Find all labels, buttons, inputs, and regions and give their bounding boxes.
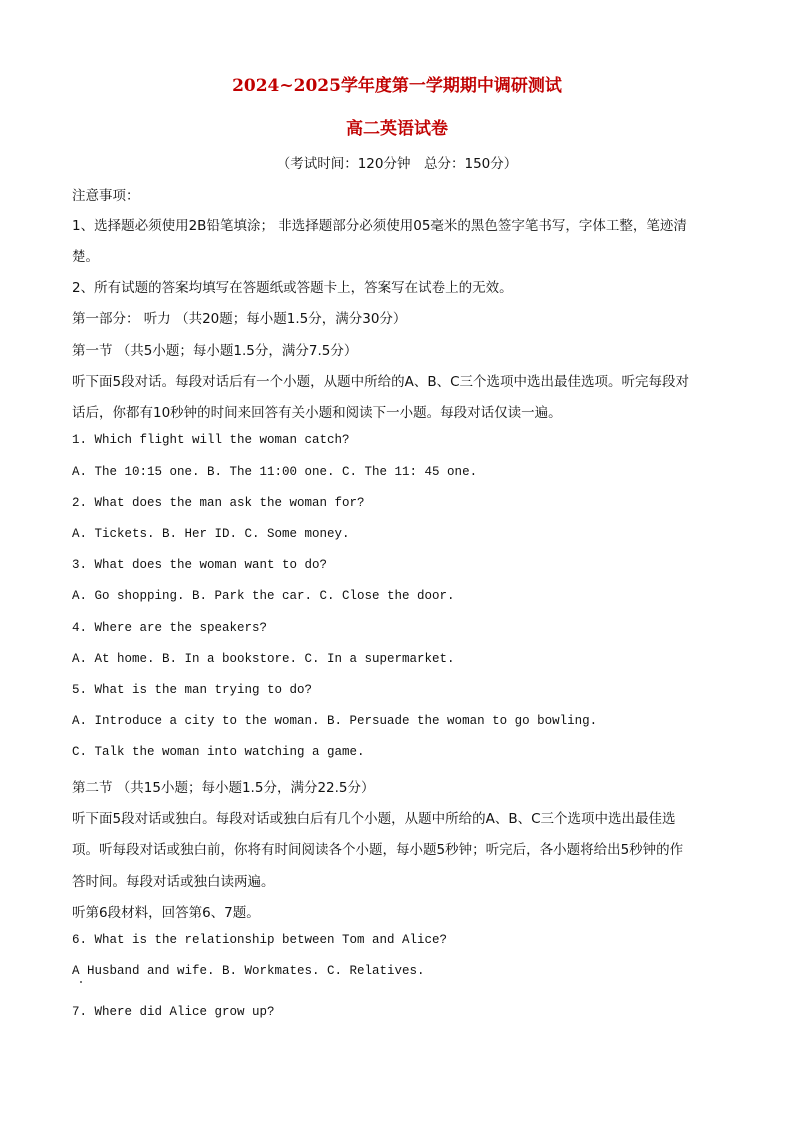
section2-instruction: 听下面5段对话或独白。每段对话或独白后有几个小题，从题中所给的A、B、C三个选项中选出最佳选 — [72, 811, 676, 827]
question-2: 2. What does the man ask the woman for? — [72, 496, 365, 510]
section1-instruction-cont: 话后，你都有10秒钟的时间来回答有关小题和阅读下一小题。每段对话仅读一遍。 — [72, 405, 562, 421]
question-4: 4. Where are the speakers? — [72, 621, 268, 635]
section2-instruction-end: 答时间。每段对话或独白读两遍。 — [72, 874, 275, 890]
question-6: 6. What is the relationship between Tom and Alice? — [72, 933, 448, 947]
section2-heading: 第二节 （共15小题；每小题1.5分，满分22.5分） — [72, 780, 375, 796]
note-item-1-cont: 楚。 — [72, 249, 99, 265]
question-1: 1. Which flight will the woman catch? — [72, 433, 350, 447]
note-item-2: 2、所有试题的答案均填写在答题纸或答题卡上，答案写在试卷上的无效。 — [72, 280, 513, 296]
note-item-1: 1、选择题必须使用2B铅笔填涂； 非选择题部分必须使用05毫米的黑色签字笔书写，字体工整，笔迹清 — [72, 218, 687, 234]
question-2-options: A. Tickets. B. Her ID. C. Some money. — [72, 527, 350, 541]
question-3: 3. What does the woman want to do? — [72, 558, 328, 572]
question-4-options: A. At home. B. In a bookstore. C. In a supermarket. — [72, 652, 455, 666]
question-6-options: A Husband and wife. B. Workmates. C. Relatives. — [72, 964, 425, 978]
stray-dot — [80, 981, 82, 983]
question-5: 5. What is the man trying to do? — [72, 683, 313, 697]
exam-subtitle: 高二英语试卷 — [346, 119, 448, 139]
question-7: 7. Where did Alice grow up? — [72, 1005, 275, 1019]
question-5-options-cont: C. Talk the woman into watching a game. — [72, 745, 365, 759]
exam-info: （考试时间：120分钟 总分：150分） — [276, 156, 518, 172]
question-5-options: A. Introduce a city to the woman. B. Persuade the woman to go bowling. — [72, 714, 598, 728]
part1-heading: 第一部分： 听力 （共20题；每小题1.5分，满分30分） — [72, 311, 407, 327]
exam-title: 2024~2025学年度第一学期期中调研测试 — [232, 76, 562, 96]
notes-heading: 注意事项： — [72, 188, 140, 204]
section2-instruction-cont: 项。听每段对话或独白前，你将有时间阅读各个小题，每小题5秒钟；听完后，各小题将给出5秒钟的作 — [72, 842, 684, 858]
material-note: 听第6段材料，回答第6、7题。 — [72, 905, 260, 921]
question-1-options: A. The 10:15 one. B. The 11:00 one. C. The 11: 45 one. — [72, 465, 478, 479]
section1-instruction: 听下面5段对话。每段对话后有一个小题，从题中所给的A、B、C三个选项中选出最佳选项。听完每段对 — [72, 374, 690, 390]
question-3-options: A. Go shopping. B. Park the car. C. Close the door. — [72, 589, 455, 603]
section1-heading: 第一节 （共5小题；每小题1.5分，满分7.5分） — [72, 343, 358, 359]
